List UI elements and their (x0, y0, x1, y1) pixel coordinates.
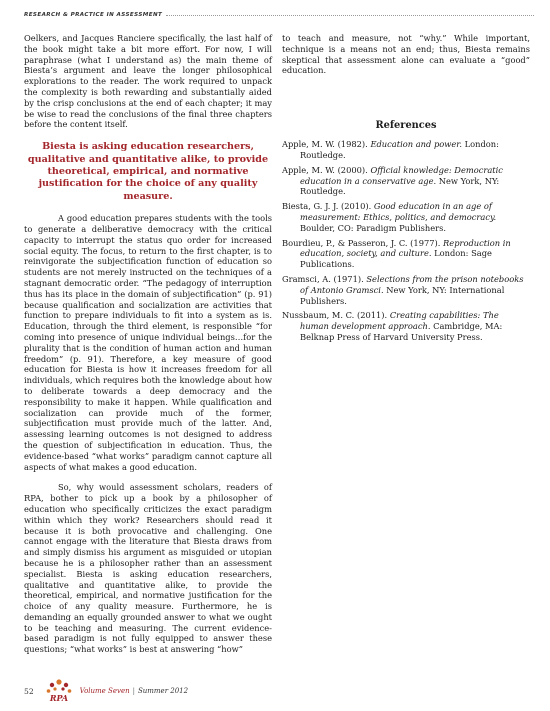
reference-item: Bourdieu, P., & Passeron, J. C. (1977). Reproduction in education, society, and culture. London: Sage Publications. (282, 237, 511, 270)
rpa-logo-icon (42, 676, 76, 706)
body-paragraph-1: Oelkers, and Jacques Ranciere specifically, the last half of the book might take a bit more effort. For now, I will paraphrase (what I understand as) the main theme of Biesta’s argument and leave the longer philosophical explorations to the reader. The work required to unpack the complexity is both rewarding and substantially aided by the crisp conclusions at the end of each chapter; it may be wise to read the conclusions of the final three chapters before the content itself. (24, 33, 272, 130)
header-dotted-rule (166, 15, 534, 16)
reference-item: Apple, M. W. (2000). Official knowledge: Democratic education in a conservative age. New York, NY: Routledge. (282, 164, 503, 197)
references-heading: References (375, 120, 437, 132)
reference-item: Apple, M. W. (1982). Education and power. London: Routledge. (282, 139, 499, 160)
volume-label: Volume Seven (79, 687, 130, 695)
body-paragraph-2: A good education prepares students with the tools to generate a deliberative democracy with the critical capacity to interrupt the status quo order for increased social equity. The focus, to return to the first chapter, is to reinvigorate the subjectification function of education so students are not merely instructed on the techniques of a stagnant democratic order. “The pedagogy of interruption thus has its place in the domain of subjectification” (p. 91) because qualification and socialization are activities that function to prepare individuals to fit into a system as is. Education, through the third element, is responsible “for coming into presence of unique individual beings…for the plurality that is the condition of human action and human freedom” (p. 91). Therefore, a key measure of good education for Biesta is how it increases freedom for all individuals, which requires both the knowledge about how to deliberate towards a deep democracy and the responsibility to make it happen. While qualification and socialization can provide much of the former, subjectification must provide much of the latter. And, assessing learning outcomes is not designed to address the question of subjectification in education. Thus, the evidence-based “what works” paradigm cannot capture all aspects of what makes a good education. (24, 213, 272, 472)
issue-season: Summer 2012 (137, 687, 189, 695)
body-paragraph-3: So, why would assessment scholars, readers of RPA, bother to pick up a book by a philosopher of education who specifically criticizes the exact paradigm within which they work? Researchers should read it because it is both provocative and challenging. One cannot engage with the literature that Biesta draws from and simply dismiss his argument as misguided or utopian because he is a philosopher rather than an assessment specialist. Biesta is asking education researchers, qualitative and quantitative alike, to provide the theoretical, empirical, and normative justification for the choice of any quality measure. Furthermore, he is demanding an equally grounded answer to what we ought to be teaching and measuring. The current evidence-based paradigm is not fully equipped to answer these questions; “what works” is best at answering “how” (24, 482, 272, 655)
references-list (282, 139, 530, 343)
body-paragraph-continued: to teach and measure, not “why.” While important, technique is a means not an end; thus, Biesta remains skeptical that assessment alone can evaluate a “good” education. (282, 33, 530, 76)
footer-separator: | (132, 687, 135, 695)
pull-quote: Biesta is asking education researchers, qualitative and quantitative alike, to provide theoretical, empirical, and normative justification for the choice of any quality measure. (27, 141, 269, 202)
page-number: 52 (24, 686, 34, 696)
reference-item: Biesta, G. J. J. (2010). Good education in an age of measurement: Ethics, politics, and democracy. Boulder, CO: Paradigm Publishers. (282, 201, 497, 233)
journal-title: RESEARCH & PRACTICE IN ASSESSMENT (24, 12, 163, 18)
running-header (24, 12, 534, 18)
right-column (282, 33, 530, 347)
left-column (24, 33, 272, 655)
reference-item: Gramsci, A. (1971). Selections from the prison notebooks of Antonio Gramsci. New York, NY: International Publishers. (282, 273, 524, 306)
page-footer (24, 676, 188, 706)
svg-text:RPA: RPA (49, 693, 68, 703)
reference-item: Nussbaum, M. C. (2011). Creating capabilities: The human development approach. Cambridge, MA: Belknap Press of Harvard University Press. (282, 310, 503, 342)
